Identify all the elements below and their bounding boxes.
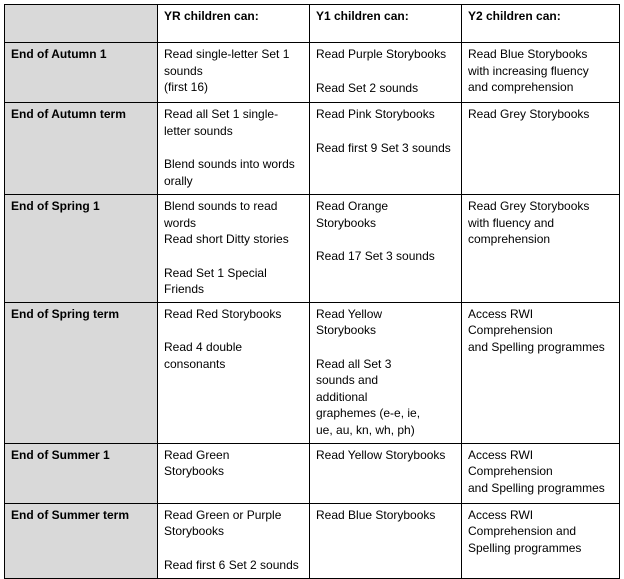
table-row (5, 103, 620, 195)
cell-text: graphemes (e-e, ie, (316, 406, 421, 420)
header-y2: Y2 children can: (462, 5, 620, 43)
cell-text: Read first 9 Set 3 sounds (316, 140, 451, 155)
cell-y1 (310, 43, 462, 103)
cell-text: and comprehension (468, 80, 574, 94)
header-corner-cell (5, 5, 158, 43)
cell-text: Access RWI (468, 507, 534, 522)
cell-text: Read Red Storybooks (164, 306, 282, 321)
cell-y2 (462, 43, 620, 103)
cell-text: Blend sounds into words (164, 157, 295, 171)
cell-text: letter sounds (164, 123, 233, 138)
cell-text: sounds and (316, 373, 379, 387)
cell-text: Read Blue Storybooks (316, 507, 436, 522)
row-label: End of Autumn term (5, 103, 158, 195)
cell-y2 (462, 443, 620, 503)
cell-text: Storybooks (316, 215, 377, 230)
cell-text: with increasing fluency (468, 63, 589, 78)
cell-text: Comprehension (468, 323, 553, 337)
table-row (5, 195, 620, 303)
row-label: End of Summer 1 (5, 443, 158, 503)
cell-y1 (310, 443, 462, 503)
cell-text: Comprehension and (468, 524, 577, 538)
cell-y2 (462, 503, 620, 578)
header-y1: Y1 children can: (310, 5, 462, 43)
cell-text: Spelling programmes (468, 540, 582, 555)
cell-text: Read all Set 3 (316, 356, 392, 371)
cell-text: Read first 6 Set 2 sounds (164, 557, 299, 572)
table-row (5, 43, 620, 103)
cell-text: and Spelling programmes (468, 339, 605, 354)
cell-text: additional (316, 389, 368, 404)
cell-yr (158, 103, 310, 195)
cell-text: words (164, 215, 197, 230)
cell-text: Access RWI (468, 447, 534, 462)
cell-y2 (462, 302, 620, 443)
cell-y1 (310, 103, 462, 195)
cell-y2 (462, 195, 620, 303)
cell-text: Read Green (164, 447, 230, 462)
table-row (5, 443, 620, 503)
reading-progress-table (4, 4, 620, 579)
cell-yr (158, 195, 310, 303)
cell-text: Read Yellow (316, 306, 383, 321)
cell-text: comprehension (468, 232, 551, 246)
cell-text: Read Green or Purple (164, 507, 282, 522)
cell-text: Read 17 Set 3 sounds (316, 249, 435, 263)
cell-yr (158, 43, 310, 103)
cell-text: Read Yellow Storybooks (316, 447, 446, 462)
cell-yr (158, 302, 310, 443)
cell-text: Read short Ditty stories (164, 232, 289, 246)
cell-text: Blend sounds to read (164, 199, 278, 213)
row-label: End of Spring term (5, 302, 158, 443)
cell-y1 (310, 503, 462, 578)
cell-text: Storybooks (164, 464, 225, 478)
cell-text: Read single-letter Set 1 (164, 47, 290, 61)
cell-text: Storybooks (164, 524, 225, 538)
row-label: End of Autumn 1 (5, 43, 158, 103)
cell-yr (158, 503, 310, 578)
cell-text: Read Set 1 Special (164, 265, 267, 280)
cell-text: orally (164, 173, 193, 188)
cell-text: Read Orange (316, 199, 389, 213)
cell-text: Read Purple Storybooks (316, 47, 447, 61)
cell-y2 (462, 103, 620, 195)
cell-text: Friends (164, 282, 205, 296)
cell-text: ue, au, kn, wh, ph) (316, 422, 415, 437)
cell-text: Read all Set 1 single- (164, 107, 279, 121)
cell-text: Comprehension (468, 464, 553, 478)
cell-text: Read Grey Storybooks (468, 107, 590, 121)
header-yr: YR children can: (158, 5, 310, 43)
cell-y1 (310, 302, 462, 443)
table-row (5, 503, 620, 578)
cell-text: Read Grey Storybooks (468, 199, 590, 213)
cell-text: Access RWI (468, 306, 534, 321)
cell-text: Read 4 double consonants (164, 340, 243, 371)
cell-text: Storybooks (316, 323, 377, 337)
cell-text: and Spelling programmes (468, 480, 605, 495)
cell-y1 (310, 195, 462, 303)
cell-text: Read Blue Storybooks (468, 47, 588, 61)
header-row (5, 5, 620, 43)
cell-text: Read Set 2 sounds (316, 80, 419, 95)
cell-text: (first 16) (164, 80, 209, 94)
table-row (5, 302, 620, 443)
cell-text: with fluency and (468, 215, 555, 230)
cell-text: Read Pink Storybooks (316, 107, 435, 121)
row-label: End of Summer term (5, 503, 158, 578)
row-label: End of Spring 1 (5, 195, 158, 303)
cell-yr (158, 443, 310, 503)
cell-text: sounds (164, 63, 203, 78)
progress-table-container (4, 4, 619, 579)
